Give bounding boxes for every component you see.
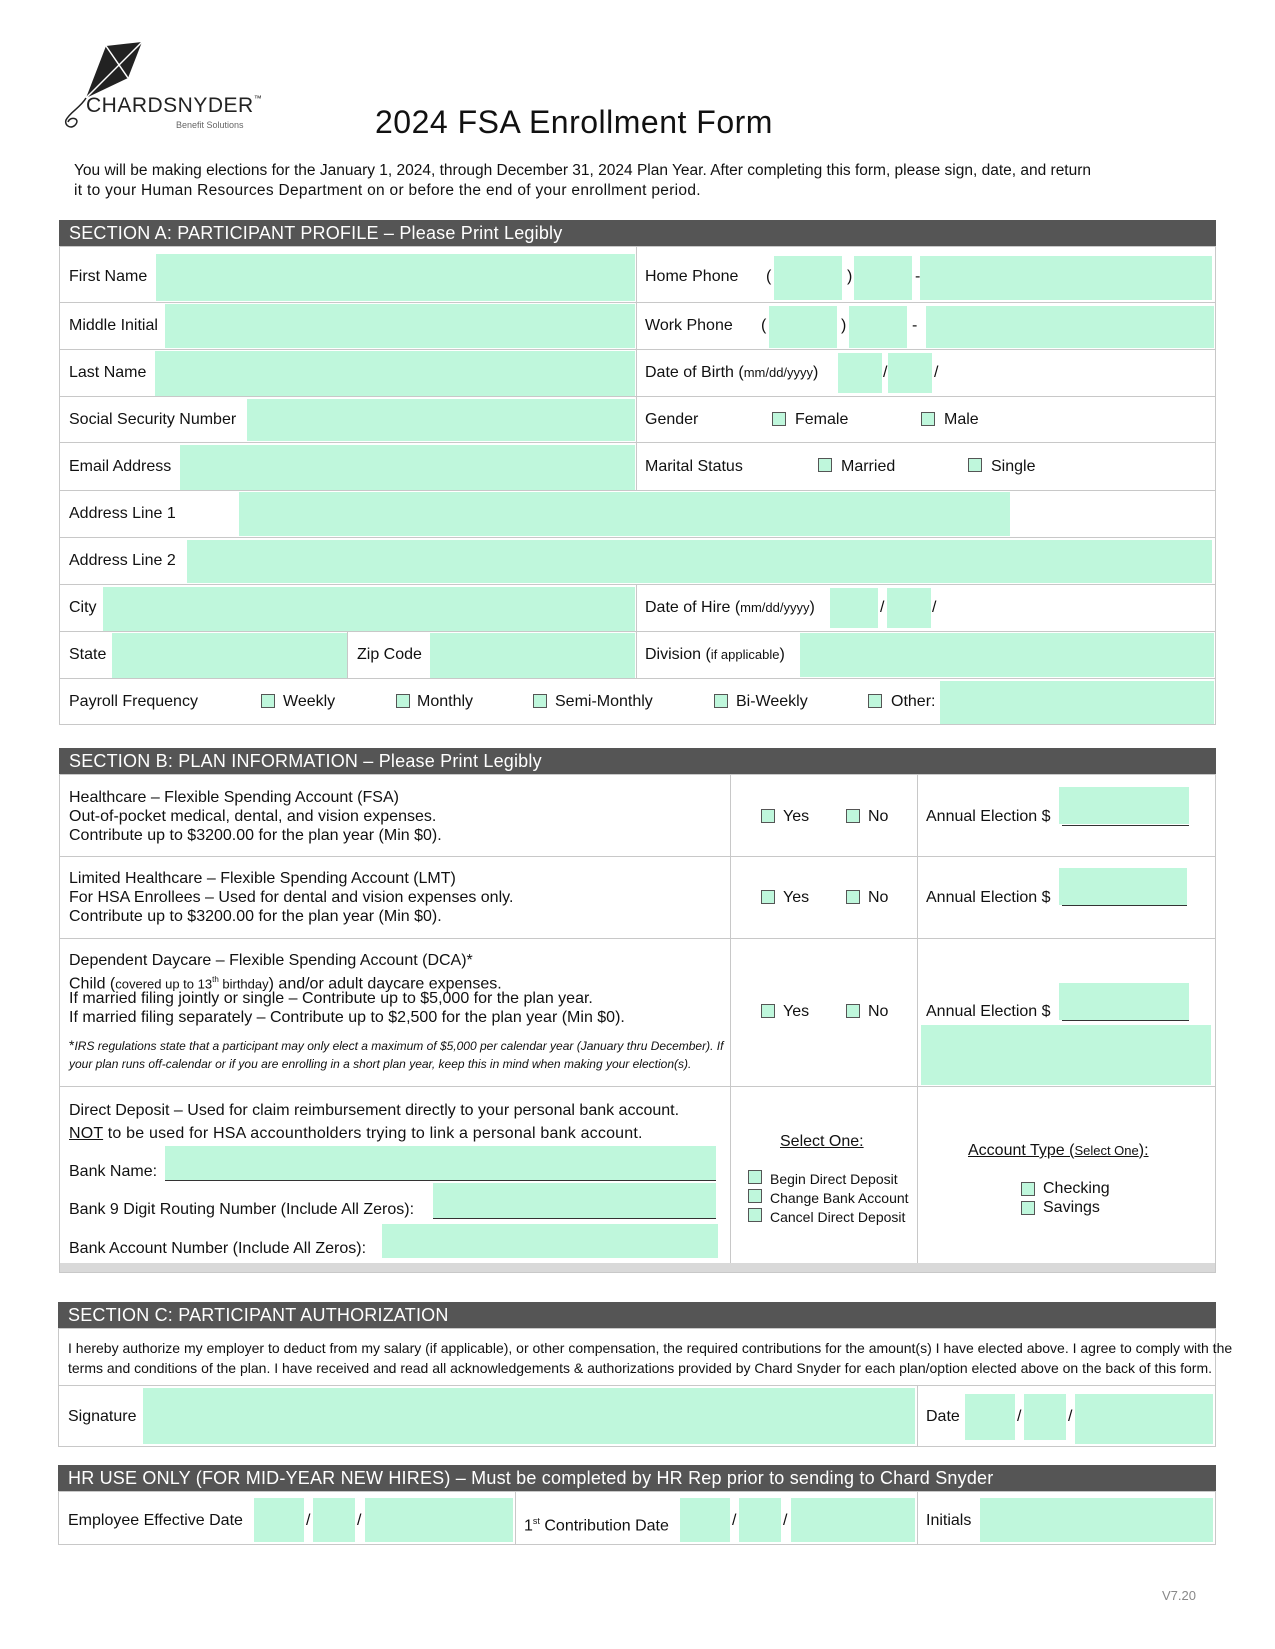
weekly-label: Weekly: [283, 693, 336, 710]
first-contrib-1: 1: [524, 1517, 533, 1535]
sign-date-month-field[interactable]: [965, 1394, 1015, 1440]
single-label: Single: [991, 458, 1036, 475]
payroll-frequency-label: Payroll Frequency: [69, 693, 198, 710]
dca-note-text: IRS regulations state that a participant may only elect a maximum of $5,000 per calendar year (January thru December). If your plan runs off-calendar or if you are enrolling in a short plan year, keep this in mind when making your election(s).: [69, 1039, 724, 1071]
division-note: if applicable: [710, 647, 780, 662]
address2-label: Address Line 2: [69, 552, 176, 569]
city-field[interactable]: [103, 587, 635, 631]
dca-title: Dependent Daycare – Flexible Spending Account (DCA)*: [69, 952, 473, 969]
ssn-field[interactable]: [247, 399, 635, 441]
dca-child: Child (: [69, 975, 116, 993]
account-number-label: Bank Account Number (Include All Zeros):: [69, 1240, 367, 1257]
contribution-date-day-field[interactable]: [739, 1498, 781, 1542]
division-text: Division (: [645, 646, 711, 663]
initials-field[interactable]: [980, 1498, 1213, 1542]
doh-day-field[interactable]: [887, 588, 931, 628]
other-label: Other:: [891, 693, 936, 710]
dca-note: [69, 1037, 724, 1073]
dd-line-2-rest: to be used for HSA accountholders trying to link a personal bank account.: [103, 1125, 643, 1142]
work-phone-area-field[interactable]: [769, 306, 837, 348]
logo-brand: CHARDSNYDER: [86, 94, 254, 117]
auth-line-1: I hereby authorize my employer to deduct from my salary (if applicable), or other compensation, the required contributions for the amount(s) I have elected above. I agree to comply with the: [68, 1340, 1233, 1356]
logo-tm: ™: [253, 94, 263, 103]
fsa-line-2: Out-of-pocket medical, dental, and vision expenses.: [69, 808, 437, 825]
select-one-label: Select One:: [780, 1133, 864, 1150]
dca-covered: covered up to 13: [115, 976, 213, 992]
begin-dd-checkbox[interactable]: [748, 1170, 762, 1184]
begin-dd-label: Begin Direct Deposit: [770, 1171, 898, 1187]
logo: [62, 42, 262, 137]
dd-line-2: [69, 1125, 643, 1143]
slash: /: [357, 1512, 362, 1529]
bank-name-field[interactable]: [165, 1146, 716, 1180]
checking-label: Checking: [1043, 1180, 1110, 1197]
address2-field[interactable]: [187, 540, 1212, 583]
state-label: State: [69, 646, 107, 663]
fsa-yes-label: Yes: [783, 808, 810, 825]
hr-header: HR USE ONLY (FOR MID-YEAR NEW HIRES) – Must be completed by HR Rep prior to sending to Chard Snyder: [58, 1465, 1216, 1491]
home-phone-area-field[interactable]: [774, 256, 842, 300]
lmt-annual-election-label: Annual Election $: [926, 889, 1051, 906]
contribution-date-month-field[interactable]: [680, 1498, 730, 1542]
division-label: [645, 646, 785, 664]
checking-checkbox[interactable]: [1021, 1182, 1035, 1196]
dob-text: Date of Birth (: [645, 364, 744, 381]
division-field[interactable]: [800, 633, 1214, 677]
address1-label: Address Line 1: [69, 505, 176, 522]
dash: -: [915, 268, 921, 285]
version-label: V7.20: [1162, 1588, 1196, 1603]
fsa-annual-election-field[interactable]: [1059, 787, 1189, 824]
slash: /: [883, 364, 888, 381]
dca-line-4: If married filing separately – Contribute up to $2,500 for the plan year (Min $0).: [69, 1009, 625, 1026]
section-a-header: SECTION A: PARTICIPANT PROFILE – Please Print Legibly: [59, 220, 1216, 246]
dca-annual-election-label: Annual Election $: [926, 1003, 1051, 1020]
payroll-other-checkbox[interactable]: [868, 694, 882, 708]
slash: /: [934, 364, 939, 381]
cancel-dd-checkbox[interactable]: [748, 1208, 762, 1222]
routing-field[interactable]: [433, 1183, 716, 1218]
section-b-header: SECTION B: PLAN INFORMATION – Please Print Legibly: [59, 748, 1216, 774]
dd-not: NOT: [69, 1125, 104, 1142]
first-name-label: First Name: [69, 268, 148, 285]
lmt-line-2: For HSA Enrollees – Used for dental and vision expenses only.: [69, 889, 514, 906]
home-phone-label: Home Phone: [645, 268, 739, 285]
doh-format: mm/dd/yyyy: [740, 600, 810, 615]
first-contribution-label: [524, 1512, 669, 1535]
last-name-field[interactable]: [155, 351, 635, 396]
male-label: Male: [944, 411, 979, 428]
gender-female-checkbox[interactable]: [772, 412, 786, 426]
change-bank-checkbox[interactable]: [748, 1189, 762, 1203]
payroll-other-field[interactable]: [940, 681, 1214, 724]
paren: (: [766, 268, 772, 285]
lmt-title: Limited Healthcare – Flexible Spending Account (LMT): [69, 870, 456, 887]
first-name-field[interactable]: [156, 254, 635, 301]
gender-male-checkbox[interactable]: [921, 412, 935, 426]
page-title: 2024 FSA Enrollment Form: [375, 104, 773, 140]
city-label: City: [69, 599, 97, 616]
bi-weekly-label: Bi-Weekly: [736, 693, 808, 710]
email-label: Email Address: [69, 458, 172, 475]
effective-date-month-field[interactable]: [254, 1498, 304, 1542]
single-checkbox[interactable]: [968, 458, 982, 472]
work-phone-line-field[interactable]: [926, 306, 1214, 348]
initials-label: Initials: [926, 1512, 972, 1529]
slash: /: [1017, 1408, 1022, 1425]
paren: ): [847, 268, 853, 285]
married-label: Married: [841, 458, 896, 475]
bank-name-label: Bank Name:: [69, 1163, 158, 1180]
fsa-line-3: Contribute up to $3200.00 for the plan year (Min $0).: [69, 827, 442, 844]
logo-tagline: Benefit Solutions: [176, 120, 244, 130]
email-field[interactable]: [180, 445, 635, 490]
doh-label: [645, 599, 815, 617]
payroll-bi-weekly-checkbox[interactable]: [714, 694, 728, 708]
slash: /: [932, 599, 937, 616]
effective-date-day-field[interactable]: [313, 1498, 355, 1542]
middle-initial-label: Middle Initial: [69, 317, 158, 334]
marital-status-label: Marital Status: [645, 458, 743, 475]
dob-month-field[interactable]: [838, 353, 882, 393]
dca-birthday: birthday: [218, 976, 269, 992]
section-c-header: SECTION C: PARTICIPANT AUTHORIZATION: [58, 1302, 1216, 1328]
dob-format: mm/dd/yyyy: [743, 365, 814, 380]
dob-day-field[interactable]: [888, 353, 932, 393]
lmt-yes-label: Yes: [783, 889, 810, 906]
address1-field[interactable]: [239, 492, 1010, 536]
slash: /: [783, 1512, 788, 1529]
first-contrib-st: st: [532, 1516, 540, 1526]
lmt-yes-checkbox[interactable]: [761, 890, 775, 904]
dca-no-checkbox[interactable]: [846, 1004, 860, 1018]
slash: /: [732, 1512, 737, 1529]
sign-date-day-field[interactable]: [1024, 1394, 1066, 1440]
home-phone-line-field[interactable]: [920, 256, 1212, 300]
doh-text: Date of Hire (: [645, 599, 741, 616]
dca-line-3: If married filing jointly or single – Contribute up to $5,000 for the plan year.: [69, 990, 593, 1007]
state-field[interactable]: [112, 633, 347, 678]
last-name-label: Last Name: [69, 364, 147, 381]
dca-rest: ) and/or adult daycare expenses.: [268, 975, 502, 993]
intro-line-2: it to your Human Resources Department on or before the end of your enrollment period.: [74, 182, 701, 199]
dash: -: [912, 317, 918, 334]
gender-label: Gender: [645, 411, 699, 428]
routing-label: Bank 9 Digit Routing Number (Include All Zeros):: [69, 1201, 415, 1218]
female-label: Female: [795, 411, 849, 428]
ssn-label: Social Security Number: [69, 411, 237, 428]
account-type-label: [968, 1142, 1149, 1160]
effective-date-label: Employee Effective Date: [68, 1512, 243, 1529]
dob-label: [645, 364, 818, 382]
slash: /: [880, 599, 885, 616]
dca-annual-election-field[interactable]: [1059, 983, 1189, 1020]
home-phone-prefix-field[interactable]: [854, 256, 912, 300]
fsa-yes-checkbox[interactable]: [761, 809, 775, 823]
contribution-date-year-field[interactable]: [791, 1498, 915, 1542]
lmt-no-label: No: [868, 889, 889, 906]
doh-month-field[interactable]: [830, 588, 878, 628]
dca-yes-checkbox[interactable]: [761, 1004, 775, 1018]
fsa-no-checkbox[interactable]: [846, 809, 860, 823]
section-b-footer-bar: [60, 1263, 1215, 1272]
first-contrib-rest: Contribution Date: [539, 1517, 669, 1535]
dca-note-star: *: [69, 1037, 75, 1053]
lmt-no-checkbox[interactable]: [846, 890, 860, 904]
zip-field[interactable]: [430, 633, 635, 678]
signature-label: Signature: [68, 1408, 137, 1425]
sign-date-year-field[interactable]: [1075, 1394, 1213, 1444]
zip-label: Zip Code: [357, 646, 422, 663]
paren: ): [813, 364, 819, 381]
account-number-field[interactable]: [382, 1224, 718, 1258]
middle-initial-field[interactable]: [165, 304, 635, 348]
slash: /: [306, 1512, 311, 1529]
lmt-line-3: Contribute up to $3200.00 for the plan year (Min $0).: [69, 908, 442, 925]
paren: (: [761, 317, 767, 334]
payroll-monthly-checkbox[interactable]: [396, 694, 410, 708]
married-checkbox[interactable]: [818, 458, 832, 472]
fsa-annual-election-label: Annual Election $: [926, 808, 1051, 825]
effective-date-year-field[interactable]: [365, 1498, 513, 1542]
paren: ): [841, 317, 847, 334]
work-phone-label: Work Phone: [645, 317, 733, 334]
fsa-no-label: No: [868, 808, 889, 825]
account-type-small: Select One: [1074, 1143, 1139, 1158]
work-phone-prefix-field[interactable]: [849, 306, 907, 348]
account-type-close: ):: [1138, 1142, 1149, 1159]
savings-label: Savings: [1043, 1199, 1100, 1216]
payroll-semi-monthly-checkbox[interactable]: [533, 694, 547, 708]
cancel-dd-label: Cancel Direct Deposit: [770, 1209, 906, 1225]
date-label: Date: [926, 1408, 960, 1425]
paren: ): [779, 646, 785, 663]
dca-no-label: No: [868, 1003, 889, 1020]
paren: ): [809, 599, 815, 616]
payroll-weekly-checkbox[interactable]: [261, 694, 275, 708]
change-bank-label: Change Bank Account: [770, 1190, 909, 1206]
slash: /: [1068, 1408, 1073, 1425]
dca-th: th: [212, 975, 219, 984]
monthly-label: Monthly: [417, 693, 474, 710]
dd-line-1: Direct Deposit – Used for claim reimbursement directly to your personal bank account.: [69, 1102, 680, 1119]
fsa-title: Healthcare – Flexible Spending Account (FSA): [69, 789, 399, 806]
lmt-annual-election-field[interactable]: [1059, 868, 1187, 905]
savings-checkbox[interactable]: [1021, 1201, 1035, 1215]
semi-monthly-label: Semi-Monthly: [555, 693, 653, 710]
dca-yes-label: Yes: [783, 1003, 810, 1020]
signature-field[interactable]: [143, 1388, 915, 1444]
account-type-text: Account Type (: [968, 1142, 1075, 1159]
intro-line-1: You will be making elections for the January 1, 2024, through December 31, 2024 Plan Year. After completing this form, please sign, date, and return: [74, 162, 1092, 179]
dca-extra-field[interactable]: [921, 1025, 1211, 1085]
auth-line-2: terms and conditions of the plan. I have received and read all acknowledgements & authorizations provided by Chard Snyder for each plan/option elected above on the back of this form.: [68, 1360, 1213, 1376]
